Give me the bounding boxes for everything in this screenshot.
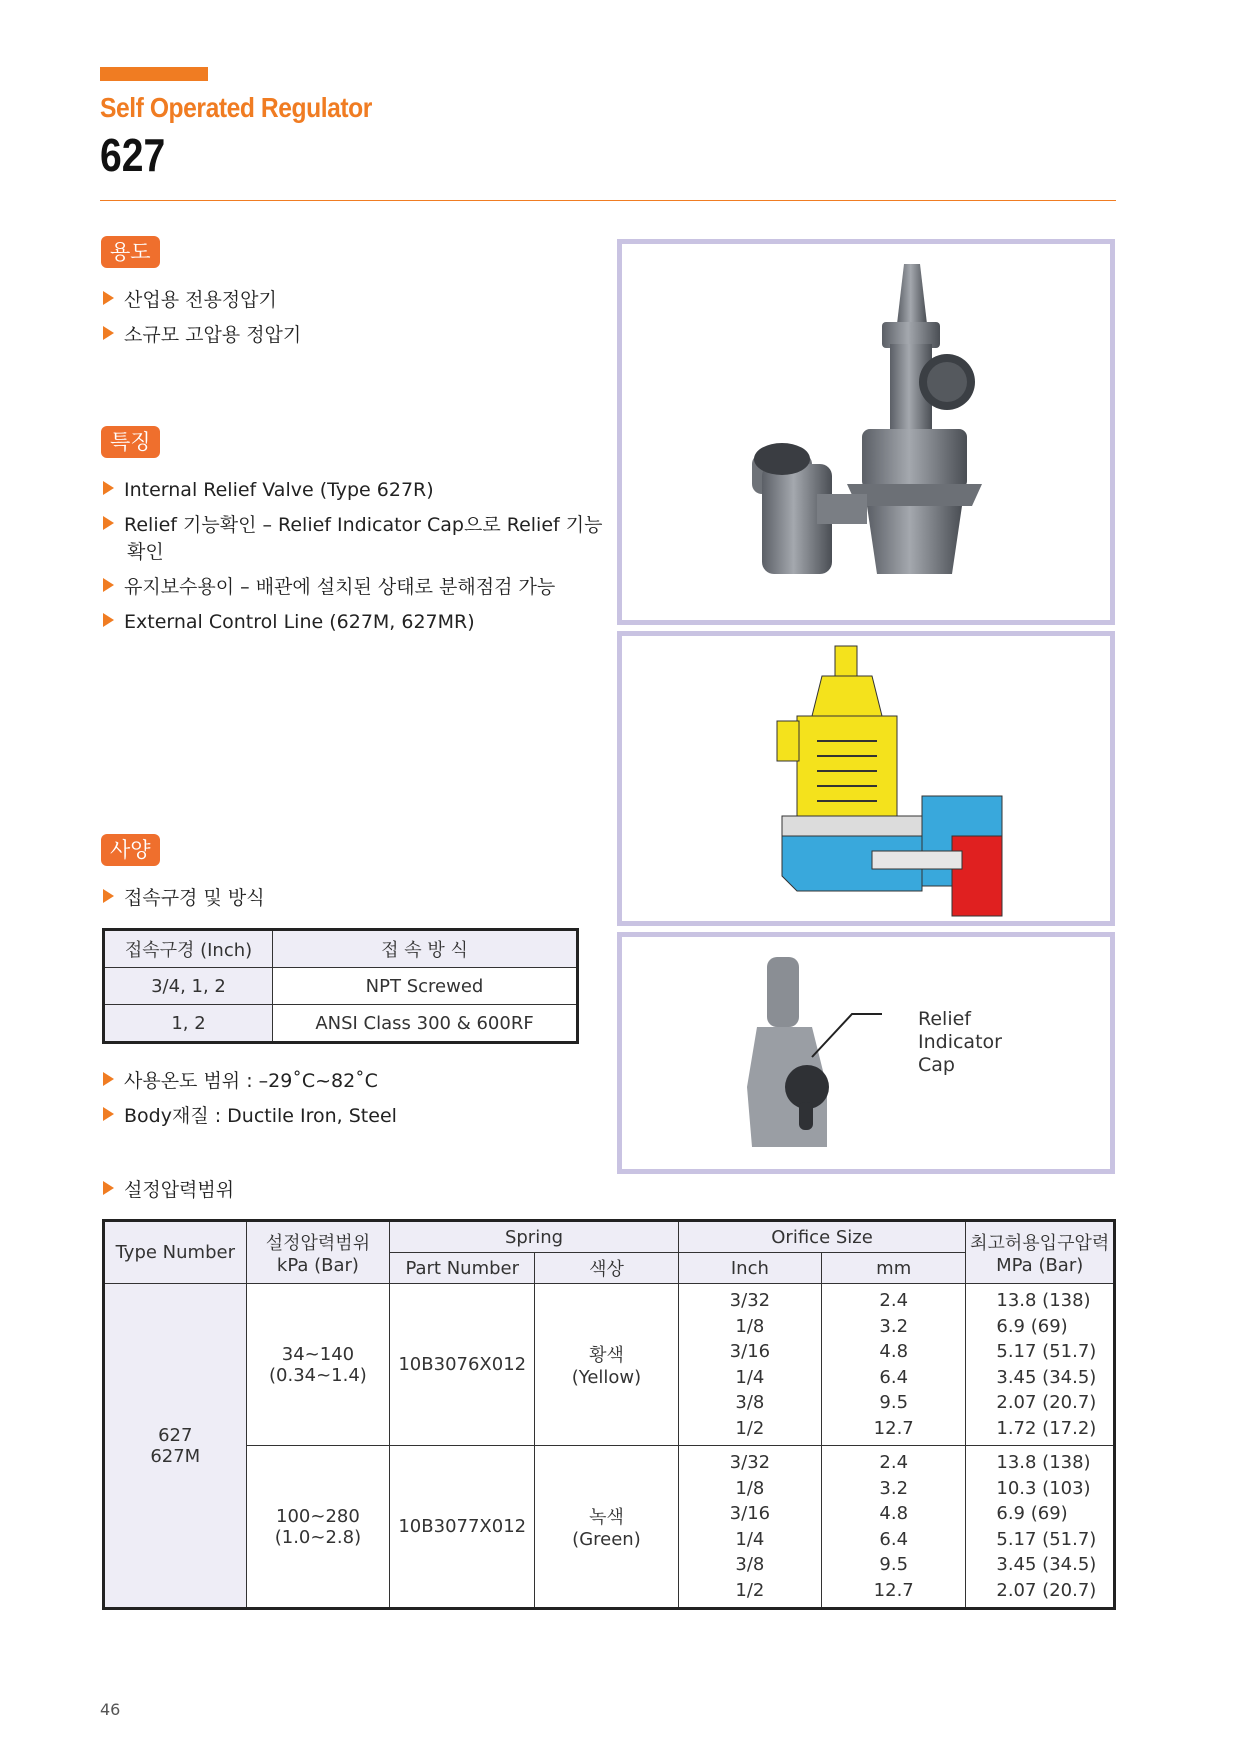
max-pressure-cell: 13.8 (138) 6.9 (69) 5.17 (51.7) 3.45 (34.5) 2.07 (20.7) 1.72 (17.2)	[966, 1284, 1115, 1446]
table-header: 접 속 방 식	[273, 930, 578, 968]
page-title: 627	[100, 129, 166, 181]
table-row	[104, 968, 578, 1005]
features-item-1: Internal Relief Valve (Type 627R)	[103, 477, 434, 503]
bullet-triangle-icon	[103, 326, 114, 340]
table-header: 설정압력범위 kPa (Bar)	[246, 1221, 390, 1284]
table-header: Part Number	[390, 1253, 535, 1284]
orifice-mm-cell: 2.4 3.2 4.8 6.4 9.5 12.7	[822, 1284, 966, 1446]
table-row	[104, 1005, 578, 1043]
color-cell: 녹색 (Green)	[535, 1446, 679, 1609]
orifice-inch-cell: 3/32 1/8 3/16 1/4 3/8 1/2	[678, 1284, 821, 1446]
header-accent-bar	[100, 67, 208, 81]
pressure-range-table	[102, 1219, 1116, 1610]
range-cell: 34~140 (0.34~1.4)	[246, 1284, 390, 1446]
spec-badge: 사양	[101, 834, 160, 866]
features-item-2: Relief 기능확인 – Relief Indicator Cap으로 Relief 기능	[103, 512, 602, 538]
bullet-triangle-icon	[103, 1107, 114, 1121]
table-header: Orifice Size	[678, 1221, 966, 1253]
part-number-cell: 10B3077X012	[390, 1446, 535, 1609]
cutaway-diagram	[622, 636, 1110, 921]
page-number: 46	[100, 1700, 121, 1719]
features-item-3: 유지보수용이 – 배관에 설치된 상태로 분해점검 가능	[103, 574, 555, 600]
spec-connection-heading: 접속구경 및 방식	[103, 885, 265, 911]
features-badge: 특징	[101, 426, 160, 458]
usage-badge: 용도	[101, 236, 160, 268]
type-number-cell: 627 627M	[104, 1284, 247, 1609]
range-cell: 100~280 (1.0~2.8)	[246, 1446, 390, 1609]
table-row	[104, 1446, 1115, 1609]
table-header: mm	[822, 1253, 966, 1284]
usage-item-2: 소규모 고압용 정압기	[103, 322, 301, 348]
bullet-triangle-icon	[103, 516, 114, 530]
relief-cap-photo	[622, 937, 1110, 1169]
color-cell: 황색 (Yellow)	[535, 1284, 679, 1446]
max-pressure-cell: 13.8 (138) 10.3 (103) 6.9 (69) 5.17 (51.7) 3.45 (34.5) 2.07 (20.7)	[966, 1446, 1115, 1609]
features-item-4: External Control Line (627M, 627MR)	[103, 609, 475, 635]
connection-table	[102, 928, 579, 1044]
header-divider	[100, 200, 1116, 201]
bullet-triangle-icon	[103, 578, 114, 592]
bullet-triangle-icon	[103, 889, 114, 903]
table-cell: 1, 2	[104, 1005, 273, 1043]
table-row	[104, 1221, 1115, 1253]
spec-temperature: 사용온도 범위 : –29˚C~82˚C	[103, 1068, 378, 1094]
relief-cap-photo-frame	[617, 932, 1115, 1174]
table-cell: ANSI Class 300 & 600RF	[273, 1005, 578, 1043]
regulator-photo	[622, 244, 1110, 620]
bullet-triangle-icon	[103, 613, 114, 627]
table-row	[104, 930, 578, 968]
cutaway-diagram-frame	[617, 631, 1115, 926]
orifice-mm-cell: 2.4 3.2 4.8 6.4 9.5 12.7	[822, 1446, 966, 1609]
table-header: 색상	[535, 1253, 679, 1284]
table-row	[104, 1284, 1115, 1446]
bullet-triangle-icon	[103, 291, 114, 305]
bullet-triangle-icon	[103, 481, 114, 495]
features-item-2-cont: 확인	[127, 541, 164, 563]
table-header: Spring	[390, 1221, 678, 1253]
part-number-cell: 10B3076X012	[390, 1284, 535, 1446]
table-cell: 3/4, 1, 2	[104, 968, 273, 1005]
table-header: Inch	[678, 1253, 821, 1284]
page-subtitle: Self Operated Regulator	[100, 92, 372, 123]
product-photo-frame	[617, 239, 1115, 625]
relief-cap-callout: Relief Indicator Cap	[918, 1008, 1002, 1076]
orifice-inch-cell: 3/32 1/8 3/16 1/4 3/8 1/2	[678, 1446, 821, 1609]
spec-material: Body재질 : Ductile Iron, Steel	[103, 1103, 397, 1129]
bullet-triangle-icon	[103, 1181, 114, 1195]
table-header: Type Number	[104, 1221, 247, 1284]
spec-pressure-heading: 설정압력범위	[103, 1177, 234, 1203]
table-header: 접속구경 (Inch)	[104, 930, 273, 968]
table-cell: NPT Screwed	[273, 968, 578, 1005]
table-header: 최고허용입구압력 MPa (Bar)	[966, 1221, 1115, 1284]
bullet-triangle-icon	[103, 1072, 114, 1086]
usage-item-1: 산업용 전용정압기	[103, 287, 277, 313]
